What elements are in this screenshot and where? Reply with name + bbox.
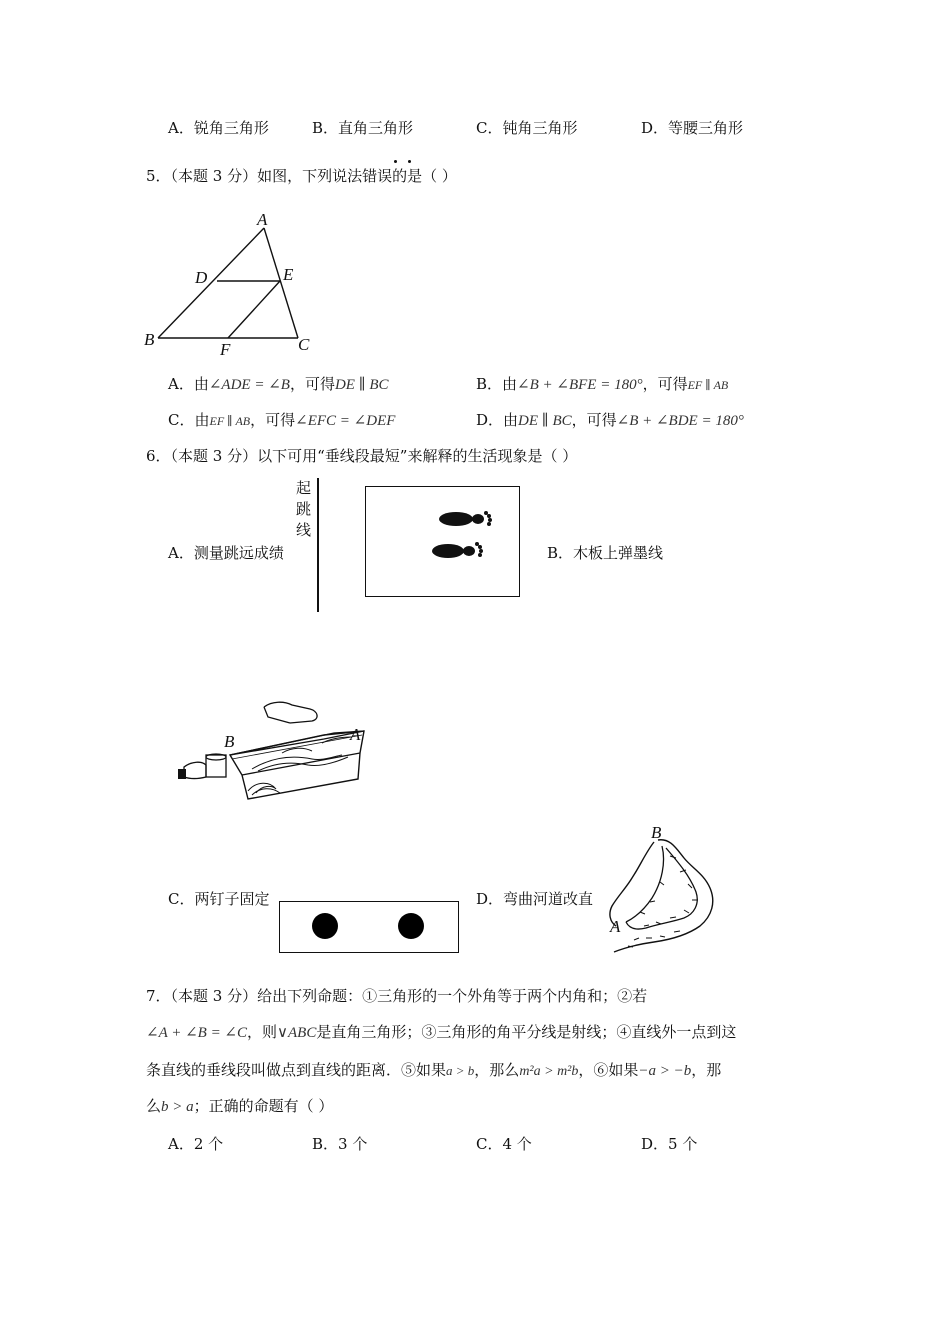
label-f: F (220, 340, 231, 359)
q5-option-a: A．由∠ADE = ∠B，可得DE ∥ BC (168, 375, 389, 393)
nail-icon (398, 913, 424, 939)
label-a: A (257, 210, 268, 229)
q7-line-1: 7．（本题 3 分）给出下列命题：①三角形的一个外角等于两个内角和；②若 (146, 987, 648, 1005)
q5-stem: 5．（本题 3 分）如图，下列说法错误的是（ ） (146, 167, 457, 185)
label-b: B (144, 330, 155, 349)
q6-option-b: B．木板上弹墨线 (547, 544, 664, 562)
q5-option-b: B．由∠B + ∠BFE = 180°，可得EF ∥ AB (476, 375, 729, 393)
q4-option-a: A．锐角三角形 (168, 119, 269, 137)
footprints-icon (430, 506, 500, 566)
q5-triangle-figure (140, 210, 320, 360)
wood-label-b: B (224, 732, 235, 751)
river-illustration (600, 822, 720, 954)
q4-option-b: B．直角三角形 (312, 119, 414, 137)
q7-option-c: C．4 个 (476, 1135, 532, 1153)
nail-icon (312, 913, 338, 939)
q7-option-b: B．3 个 (312, 1135, 368, 1153)
q4-option-c: C．钝角三角形 (476, 119, 578, 137)
q6-option-c: C．两钉子固定 (168, 890, 270, 908)
q6-stem: 6．（本题 3 分）以下可用“垂线段最短”来解释的生活现象是（ ） (146, 447, 578, 465)
start-line-label: 起 跳 线 (296, 479, 312, 539)
river-label-b: B (651, 823, 662, 842)
segment-ef (228, 281, 280, 338)
q7-option-a: A．2 个 (168, 1135, 224, 1153)
q7-option-d: D．5 个 (641, 1135, 698, 1153)
wood-label-a: A (350, 725, 361, 744)
q7-line-2: ∠A + ∠B = ∠C，则∨ABC是直角三角形；③三角形的角平分线是射线；④直线外一点到这 (146, 1023, 737, 1041)
q6-option-d: D．弯曲河道改直 (476, 890, 594, 908)
label-d: D (195, 268, 208, 287)
q6-option-a: A．测量跳远成绩 (168, 544, 284, 562)
emphasis-dot (394, 160, 397, 163)
river-label-a: A (610, 917, 621, 936)
nail-board (279, 901, 459, 953)
q5-option-d: D．由DE ∥ BC，可得∠B + ∠BDE = 180° (476, 411, 744, 429)
wood-plank-illustration (172, 695, 372, 807)
emphasis-dot (408, 160, 411, 163)
label-e: E (283, 265, 294, 284)
side-ab (158, 228, 264, 338)
start-line (317, 478, 319, 612)
q4-option-d: D．等腰三角形 (641, 119, 744, 137)
q7-line-3: 条直线的垂线段叫做点到直线的距离．⑤如果a > b，那么m²a > m²b，⑥如果−a > −b，那 (146, 1061, 722, 1079)
q5-option-c: C．由EF ∥ AB，可得∠EFC = ∠DEF (168, 411, 396, 429)
label-c: C (298, 335, 310, 354)
q7-line-4: 么b > a；正确的命题有（ ） (146, 1097, 334, 1115)
